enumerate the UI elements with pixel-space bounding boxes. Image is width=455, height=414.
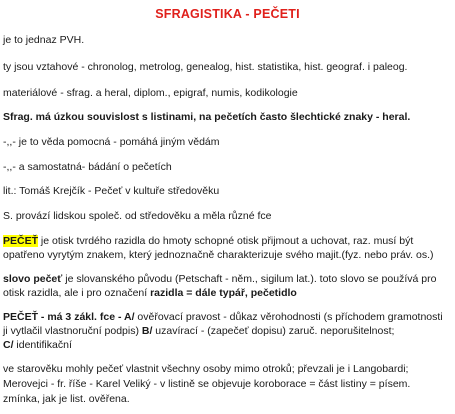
paragraph-3-line-2 xyxy=(3,324,394,338)
paragraph-2-bold: slovo pečeť xyxy=(3,273,63,285)
paragraph-3-text-c: identifikační xyxy=(13,339,72,351)
paragraph-4-line-3: zmínka, jak je list. ověřena. xyxy=(3,393,130,405)
paragraph-3-text-b2: uzavírací - (zapečeť dopisu) zaruč. neporušitelnost; xyxy=(152,325,395,337)
text-line-6: -,,- a samostatná- bádání o pečetích xyxy=(3,161,172,173)
paragraph-3-bold-a: PEČEŤ - má 3 zákl. fce - A/ xyxy=(3,311,135,323)
highlighted-term: PEČEŤ xyxy=(3,235,39,247)
paragraph-3-line-1 xyxy=(3,310,443,324)
text-line-3: materiálové - sfrag. a heral, diplom., epigraf, numis, kodikologie xyxy=(3,87,298,99)
paragraph-2-text-b: otisk razidla, ale i pro označení xyxy=(3,287,151,299)
text-line-1-text: je to jednaz PVH. xyxy=(3,34,85,46)
paragraph-1-text-a: je otisk tvrdého razidla do hmoty schopné otisk přijmout a uchovat, raz. musí být xyxy=(38,235,414,247)
paragraph-3-text-b: ji vytlačil vlastnoruční podpis) xyxy=(3,325,142,337)
text-line-7: lit.: Tomáš Krejčík - Pečeť v kultuře středověku xyxy=(3,185,220,197)
paragraph-4-line-1: ve starověku mohly pečeť vlastnit všechny osoby mimo otroků; převzali je i Langobardi; xyxy=(3,363,409,375)
paragraph-3-bold-c: C/ xyxy=(3,339,14,351)
paragraph-4-line-2: Merovejci - fr. říše - Karel Veliký - v listině se objevuje koroborace = část listiny = písem. xyxy=(3,378,411,390)
text-line-5: -,,- je to věda pomocná - pomáhá jiným vědám xyxy=(3,136,220,148)
paragraph-2-bold-b: razidla = dále typář, pečetidlo xyxy=(150,287,297,299)
paragraph-2-text-a: je slovanského původu (Petschaft - něm., sigilum lat.). toto slovo se používá pro xyxy=(62,273,437,285)
text-line-2: ty jsou vztahové - chronolog, metrolog, genealog, hist. statistika, hist. geograf. i paleog. xyxy=(3,61,408,73)
document-title: SFRAGISTIKA - PEČETI xyxy=(155,7,300,21)
paragraph-3-line-3 xyxy=(3,338,72,352)
text-line-1 xyxy=(3,33,84,47)
text-line-8: S. provází lidskou společ. od středověku a měla různé fce xyxy=(3,210,272,222)
text-line-4: Sfrag. má úzkou souvislost s listinami, na pečetích často šlechtické znaky - heral. xyxy=(3,111,411,123)
paragraph-2-line-2 xyxy=(3,286,297,300)
paragraph-2-line-1 xyxy=(3,272,436,286)
paragraph-3-text-a: ověřovací pravost - důkaz věrohodnosti (s příchodem gramotnosti xyxy=(134,311,443,323)
paragraph-1-line-2: opatřeno vyrytým znakem, který jednoznačně charakterizuje svého majit.(fyz. nebo práv. os.) xyxy=(3,249,434,261)
paragraph-3-bold-b: B/ xyxy=(141,325,153,337)
paragraph-1-line-1 xyxy=(3,234,413,248)
